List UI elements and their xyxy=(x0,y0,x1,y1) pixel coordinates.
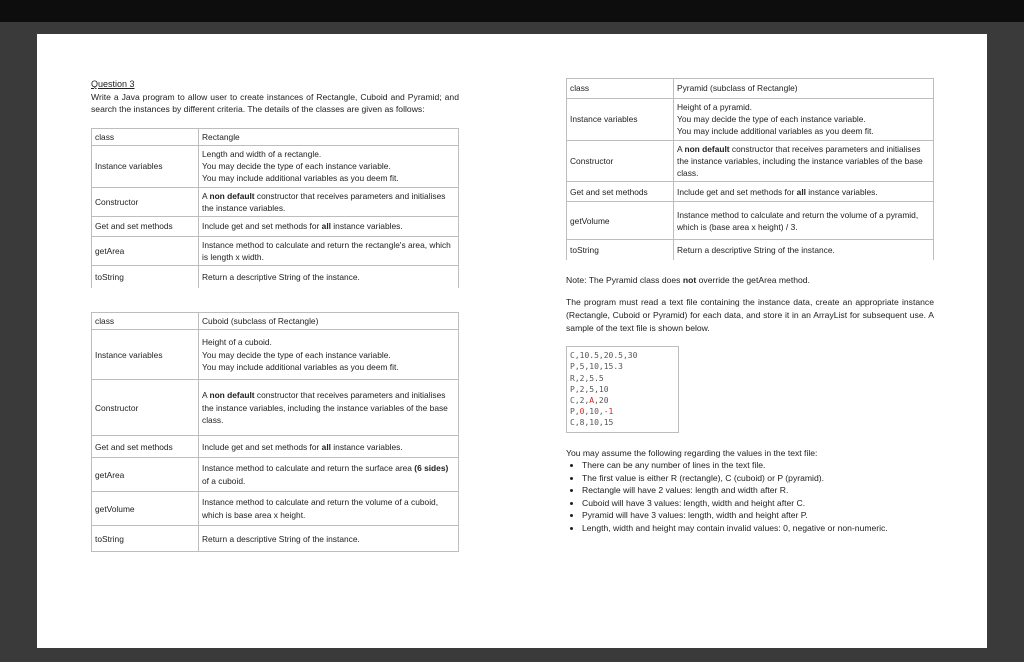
row-value: Cuboid (subclass of Rectangle) xyxy=(199,312,459,329)
row-value xyxy=(199,145,459,187)
value-line: You may include additional variables as you deem fit. xyxy=(202,361,399,372)
value-line: Height of a pyramid. xyxy=(677,102,752,112)
text-run: ,20 xyxy=(594,395,609,405)
row-key: getArea xyxy=(92,458,199,492)
text-run: instance variables. xyxy=(330,441,403,452)
row-key: Get and set methods xyxy=(567,182,674,202)
list-item: • Pyramid will have 3 values: length, width and height after P. xyxy=(582,509,934,522)
row-value: Return a descriptive String of the instance. xyxy=(199,266,459,288)
assumptions-list xyxy=(566,459,934,535)
row-value xyxy=(674,99,934,141)
sample-line: R,2,5.5 xyxy=(570,373,604,383)
row-value xyxy=(674,140,934,182)
value-line: You may decide the type of each instance variable. xyxy=(202,349,391,360)
row-value xyxy=(199,330,459,380)
bold-text: all xyxy=(796,186,806,197)
text-run: C,2, xyxy=(570,395,590,405)
table-row xyxy=(92,266,459,288)
invalid-value: A xyxy=(589,395,595,405)
sample-line: P,2,5,10 xyxy=(570,384,609,394)
list-item: • Length, width and height may contain invalid values: 0, negative or non-numeric. xyxy=(582,522,934,535)
table-row xyxy=(567,79,934,99)
text-run: of a cuboid. xyxy=(202,475,246,486)
row-key: Instance variables xyxy=(92,145,199,187)
text-run: Note: The Pyramid class does xyxy=(566,274,683,285)
row-value: Return a descriptive String of the instance. xyxy=(199,526,459,552)
sample-line: C,8,10,15 xyxy=(570,418,614,428)
invalid-value: -1 xyxy=(603,407,614,417)
bold-text: non default xyxy=(209,390,255,401)
table-row xyxy=(567,202,934,240)
table-row xyxy=(92,187,459,216)
text-run: A xyxy=(202,190,210,201)
text-run: Include get and set methods for xyxy=(202,441,322,452)
table-row xyxy=(92,492,459,526)
row-value: Rectangle xyxy=(199,128,459,145)
table-row xyxy=(92,217,459,237)
text-run: instance variables. xyxy=(805,186,878,197)
value-line: You may include additional variables as you deem fit. xyxy=(202,173,399,184)
row-value: Instance method to calculate and return the volume of a pyramid, which is (base area x height) / 3. xyxy=(674,202,934,240)
rectangle-table xyxy=(91,128,459,288)
row-value: Instance method to calculate and return the volume of a cuboid, which is base area x height. xyxy=(199,492,459,526)
table-row xyxy=(567,240,934,260)
table-row xyxy=(92,380,459,436)
row-key: Get and set methods xyxy=(92,217,199,237)
row-key: Constructor xyxy=(92,380,199,436)
list-item: • The first value is either R (rectangle), C (cuboid) or P (pyramid). xyxy=(582,472,934,485)
row-key: class xyxy=(92,128,199,145)
row-key: toString xyxy=(92,526,199,552)
question-title: Question 3 xyxy=(91,79,135,89)
row-value xyxy=(199,436,459,458)
row-key: getArea xyxy=(92,237,199,266)
text-run: Include get and set methods for xyxy=(202,221,322,232)
table-row xyxy=(567,99,934,141)
bold-text: non default xyxy=(684,143,730,154)
program-description: The program must read a text file containing the instance data, create an appropriate instance (Rectangle, Cuboid or Pyramid) for each data, and store it in an ArrayList for subsequent use. A sample of the text file is shown below. xyxy=(566,297,934,333)
viewer-top-bar xyxy=(0,0,1024,22)
row-key: getVolume xyxy=(567,202,674,240)
text-run: P, xyxy=(570,407,580,417)
text-run: constructor that receives parameters and initialises the instance variables. xyxy=(202,190,446,213)
table-row xyxy=(92,526,459,552)
row-value: Pyramid (subclass of Rectangle) xyxy=(674,79,934,99)
table-row xyxy=(92,128,459,145)
text-run: Instance method to calculate and return the surface area xyxy=(202,463,415,474)
text-run: Include get and set methods for xyxy=(677,186,797,197)
text-run: A xyxy=(677,143,685,154)
bold-text: (6 sides) xyxy=(414,463,449,474)
sample-line xyxy=(570,395,670,406)
row-key: toString xyxy=(92,266,199,288)
table-row xyxy=(92,145,459,187)
row-value xyxy=(199,458,459,492)
row-key: getVolume xyxy=(92,492,199,526)
table-row xyxy=(567,182,934,202)
text-run: A xyxy=(202,390,210,401)
row-key: Get and set methods xyxy=(92,436,199,458)
sample-line xyxy=(570,406,670,417)
document-page xyxy=(37,34,987,648)
text-run: constructor that receives parameters and initialises the instance variables, including the instance variables of the base class. xyxy=(202,390,448,425)
text-run: ,10, xyxy=(584,407,604,417)
value-line: Height of a cuboid. xyxy=(202,337,272,348)
row-key: Constructor xyxy=(567,140,674,182)
bold-text: all xyxy=(321,221,331,232)
text-run: constructor that receives parameters and initialises the instance variables, including the instance variables of the base class. xyxy=(677,143,923,179)
list-item: • Cuboid will have 3 values: length, width and height after C. xyxy=(582,497,934,510)
row-key: toString xyxy=(567,240,674,260)
sample-line: P,5,10,15.3 xyxy=(570,362,623,372)
row-value xyxy=(199,217,459,237)
text-run: override the getArea method. xyxy=(696,274,810,285)
row-value xyxy=(199,380,459,436)
row-value xyxy=(674,182,934,202)
bold-text: all xyxy=(321,441,331,452)
table-row xyxy=(92,436,459,458)
pyramid-table xyxy=(566,78,934,260)
row-key: Instance variables xyxy=(567,99,674,141)
table-row xyxy=(92,458,459,492)
row-value xyxy=(199,187,459,216)
row-key: class xyxy=(92,312,199,329)
assumptions-intro: You may assume the following regarding the values in the text file: xyxy=(566,447,818,458)
question-intro: Write a Java program to allow user to create instances of Rectangle, Cuboid and Pyramid; and search the instances by different criteria. The details of the classes are given as follows: xyxy=(91,91,459,115)
row-key: Constructor xyxy=(92,187,199,216)
table-row xyxy=(92,312,459,329)
bold-text: not xyxy=(682,274,697,285)
left-column xyxy=(91,78,459,552)
table-row xyxy=(92,330,459,380)
row-value: Instance method to calculate and return the rectangle's area, which is length x width. xyxy=(199,237,459,266)
value-line: Length and width of a rectangle. xyxy=(202,148,322,159)
pyramid-note xyxy=(566,274,934,287)
value-line: You may include additional variables as you deem fit. xyxy=(677,126,874,137)
list-item: • There can be any number of lines in the text file. xyxy=(582,459,934,472)
invalid-value: 0 xyxy=(579,407,585,417)
sample-file-box xyxy=(566,346,679,432)
row-value: Return a descriptive String of the instance. xyxy=(674,240,934,260)
text-run: instance variables. xyxy=(330,221,403,232)
table-row xyxy=(567,140,934,182)
cuboid-table xyxy=(91,312,459,552)
value-line: You may decide the type of each instance variable. xyxy=(677,114,866,125)
row-key: Instance variables xyxy=(92,330,199,380)
sample-line: C,10.5,20.5,30 xyxy=(570,351,638,361)
row-key: class xyxy=(567,79,674,99)
table-row xyxy=(92,237,459,266)
bold-text: non default xyxy=(209,190,255,201)
list-item: • Rectangle will have 2 values: length and width after R. xyxy=(582,484,934,497)
right-column xyxy=(566,78,934,535)
value-line: You may decide the type of each instance variable. xyxy=(202,161,391,172)
